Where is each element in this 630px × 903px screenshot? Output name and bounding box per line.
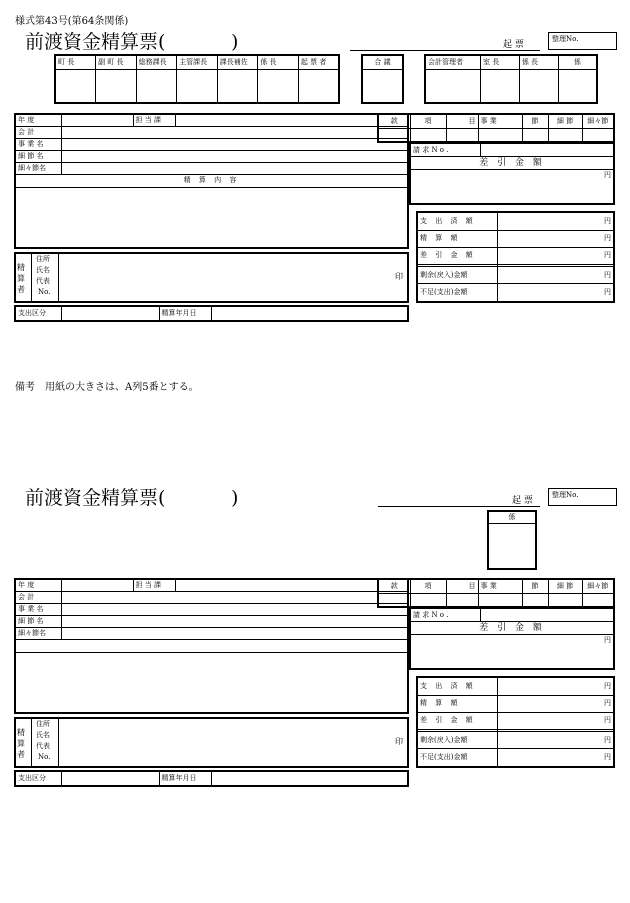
kaikei-label: 会計管理者 [425,55,481,69]
kaikei-cell[interactable] [558,69,597,103]
tantouka-value[interactable] [175,114,408,126]
lower-code-cell[interactable] [478,593,522,607]
yen-unit: 円 [604,636,611,644]
sashihiki-amount[interactable] [497,247,614,264]
yen-unit: 円 [604,171,611,179]
title-close-paren: ) [231,31,239,53]
shimei-label: 氏名 [36,266,50,274]
seisan-gaku-value[interactable] [497,230,614,247]
stamp-label: 総務課長 [136,55,177,69]
jigyou-code-label: 事 業 [478,114,522,128]
yen-unit: 円 [604,251,611,260]
bikou-note: 備考 用紙の大きさは、A列5番とする。 [15,382,199,393]
seikyu-no-label: 請 求 N o . [410,144,480,157]
shishutsu-kubun-value[interactable] [61,306,159,321]
no-label: No. [38,288,51,296]
seiri-no-label: 整理No. [552,35,579,43]
stamp-label: 係 長 [258,55,299,69]
stamp-cell[interactable] [136,69,177,103]
lower-in-seal: 印 [395,737,403,746]
moku-label: 目 [446,114,478,128]
lower-seisan-gaku-label: 精 算 額 [417,695,497,712]
lower-naiyou-header-blank [15,639,408,652]
lower-seisan-date-label: 精算年月日 [159,771,211,786]
gougi-label: 合 議 [362,55,403,69]
nendo-label: 年 度 [15,114,61,126]
jouyo-label: 剰余(戻入)金額 [417,267,497,284]
seikyu-no-value[interactable] [480,144,614,157]
lower-kubun-table [14,770,409,787]
code-cell[interactable] [410,128,446,142]
kaikei-label: 係 長 [519,55,558,69]
stamp-cell[interactable] [96,69,137,103]
code-cell[interactable] [548,128,582,142]
lower-summary-table [416,676,615,768]
lower-jouyo-label: 剰余(戻入)金額 [417,732,497,749]
lower-seisansha-box [14,717,409,768]
stamp-cell[interactable] [298,69,339,103]
lower-nendo-value[interactable] [61,579,133,591]
main-left-table [14,113,409,249]
kihyo-label: 起 票 [503,40,524,50]
seisansha-divider [31,254,32,301]
lower-sashihiki-value[interactable] [410,635,614,670]
seisansha-divider [58,254,59,301]
lower-sashihiki-amount[interactable] [497,712,614,729]
lower-jouyo-value[interactable] [497,732,614,749]
nendo-value[interactable] [61,114,133,126]
lower-saisaisetsu-label: 細々節名 [15,627,61,639]
lower-shimei-label: 氏名 [36,731,50,739]
shishutsu-zumi-label: 支 出 済 額 [417,212,497,230]
yen-unit: 円 [604,716,611,725]
lower-shishutsu-zumi-label: 支 出 済 額 [417,677,497,695]
jouyo-value[interactable] [497,267,614,284]
lower-jigyou-value[interactable] [61,603,408,615]
seisan-date-value[interactable] [211,306,408,321]
kaikei-table [424,54,598,104]
kaikei-cell[interactable] [519,69,558,103]
fusoku-label: 不足(支出)金額 [417,284,497,302]
kaikei-cell[interactable] [481,69,520,103]
lower-fusoku-label: 不足(支出)金額 [417,749,497,767]
code-cell[interactable] [478,128,522,142]
lower-code-cell[interactable] [522,593,548,607]
stamp-cell[interactable] [258,69,299,103]
yen-unit: 円 [604,735,611,744]
lower-tantouka-value[interactable] [175,579,408,591]
lower-no-label: No. [38,753,51,761]
lower-seiri-no-box [548,488,617,506]
lower-saisetsu-code-label: 細 節 [548,579,582,593]
lower-budget-code-table [377,578,615,608]
code-cell[interactable] [522,128,548,142]
stamp-label: 副 町 長 [96,55,137,69]
lower-sashihiki-label: 差 引 金 額 [417,712,497,729]
tantouka-label: 担 当 課 [133,114,175,126]
lower-saisetsu-value[interactable] [61,615,408,627]
lower-shishutsu-kubun-value[interactable] [61,771,159,786]
saisaisetsu-code-label: 細々節 [582,114,614,128]
stamp-label: 町 長 [55,55,96,69]
lower-seisan-naiyou-body[interactable] [15,652,408,713]
kan-label: 款 [378,114,410,128]
sashihiki-value[interactable] [410,170,614,205]
yen-unit: 円 [604,216,611,225]
form-number: 様式第43号(第64条関係) [15,16,129,27]
jigyou-value[interactable] [61,138,408,150]
lower-code-cell[interactable] [582,593,614,607]
lower-seisansha-divider [31,719,32,766]
lower-sashihiki-table [409,608,615,670]
kou-label: 項 [410,114,446,128]
yen-unit: 円 [604,681,611,690]
lower-seisansha-divider [58,719,59,766]
seisan-naiyou-header: 精 算 内 容 [15,174,408,187]
lower-shishutsu-kubun-label: 支出区分 [15,771,61,786]
shishutsu-zumi-value[interactable] [497,212,614,230]
lower-kakari-table [487,510,537,570]
seiri-no-box [548,32,617,50]
stamp-label: 課長補佐 [217,55,258,69]
lower-saisaisetsu-value[interactable] [61,627,408,639]
jigyou-label: 事 業 名 [15,138,61,150]
lower-kihyo-line [378,506,540,507]
daihyou-label: 代表 [36,277,50,285]
stamp-cell[interactable] [55,69,96,103]
kaikei-label: 室 長 [481,55,520,69]
lower-shishutsu-zumi-value[interactable] [497,677,614,695]
lower-sashihiki-header: 差 引 金 額 [410,622,614,635]
lower-kaikei-value[interactable] [61,591,408,603]
lower-code-cell[interactable] [548,593,582,607]
lower-kou-label: 項 [410,579,446,593]
lower-fusoku-value[interactable] [497,749,614,767]
lower-jigyou-label: 事 業 名 [15,603,61,615]
lower-jigyou-code-label: 事 業 [478,579,522,593]
saisetsu-value[interactable] [61,150,408,162]
yen-unit: 円 [604,270,611,279]
saisaisetsu-label: 細々節名 [15,162,61,174]
stamp-label: 主管課長 [177,55,218,69]
saisetsu-label: 細 節 名 [15,150,61,162]
kaikei-label: 係 [558,55,597,69]
lower-tantouka-label: 担 当 課 [133,579,175,591]
gougi-cell[interactable] [362,69,403,103]
lower-daihyou-label: 代表 [36,742,50,750]
lower-kaikei-label: 会 計 [15,591,61,603]
sashihiki-table [409,143,615,205]
lower-main-left-table [14,578,409,714]
lower-kihyo-label: 起 票 [512,496,533,506]
code-cell[interactable] [378,128,410,142]
lower-juusho-label: 住所 [36,720,50,728]
lower-seikyu-no-value[interactable] [480,609,614,622]
kaikei-value[interactable] [61,126,408,138]
seisan-naiyou-body[interactable] [15,187,408,248]
in-seal: 印 [395,272,403,281]
yen-unit: 円 [604,288,611,297]
fusoku-value[interactable] [497,284,614,302]
lower-code-cell[interactable] [446,593,478,607]
code-cell[interactable] [582,128,614,142]
seisan-gaku-label: 精 算 額 [417,230,497,247]
lower-seisan-date-value[interactable] [211,771,408,786]
seisan-date-label: 精算年月日 [159,306,211,321]
lower-seisan-gaku-value[interactable] [497,695,614,712]
lower-seiri-no-label: 整理No. [552,491,579,499]
saisetsu-code-label: 細 節 [548,114,582,128]
yen-unit: 円 [604,699,611,708]
kihyo-line [350,50,540,51]
kubun-table [14,305,409,322]
page-title: 前渡資金精算票( [25,31,166,53]
lower-kakari-label: 係 [488,511,536,523]
yen-unit: 円 [604,234,611,243]
lower-nendo-label: 年 度 [15,579,61,591]
lower-title-close-paren: ) [231,487,239,509]
lower-code-cell[interactable] [410,593,446,607]
juusho-label: 住所 [36,255,50,263]
lower-code-cell[interactable] [378,593,410,607]
seisansha-box [14,252,409,303]
lower-seisansha-vertical: 精算者 [17,728,25,759]
gougi-table [361,54,404,104]
lower-seikyu-no-label: 請 求 N o . [410,609,480,622]
lower-saisaisetsu-code-label: 細々節 [582,579,614,593]
lower-kakari-cell[interactable] [488,523,536,569]
kaikei-label: 会 計 [15,126,61,138]
lower-page-title: 前渡資金精算票( [25,487,166,509]
stamp-cell[interactable] [217,69,258,103]
lower-kan-label: 款 [378,579,410,593]
stamp-cell[interactable] [177,69,218,103]
shishutsu-kubun-label: 支出区分 [15,306,61,321]
budget-code-table [377,113,615,143]
lower-setsu-label: 節 [522,579,548,593]
approval-stamp-table [54,54,340,104]
kaikei-cell[interactable] [425,69,481,103]
sashihiki-label: 差 引 金 額 [417,247,497,264]
summary-table [416,211,615,303]
stamp-label: 起 票 者 [298,55,339,69]
sashihiki-header: 差 引 金 額 [410,157,614,170]
code-cell[interactable] [446,128,478,142]
saisaisetsu-value[interactable] [61,162,408,174]
yen-unit: 円 [604,753,611,762]
lower-moku-label: 目 [446,579,478,593]
lower-saisetsu-label: 細 節 名 [15,615,61,627]
setsu-label: 節 [522,114,548,128]
seisansha-vertical: 精算者 [17,263,25,294]
